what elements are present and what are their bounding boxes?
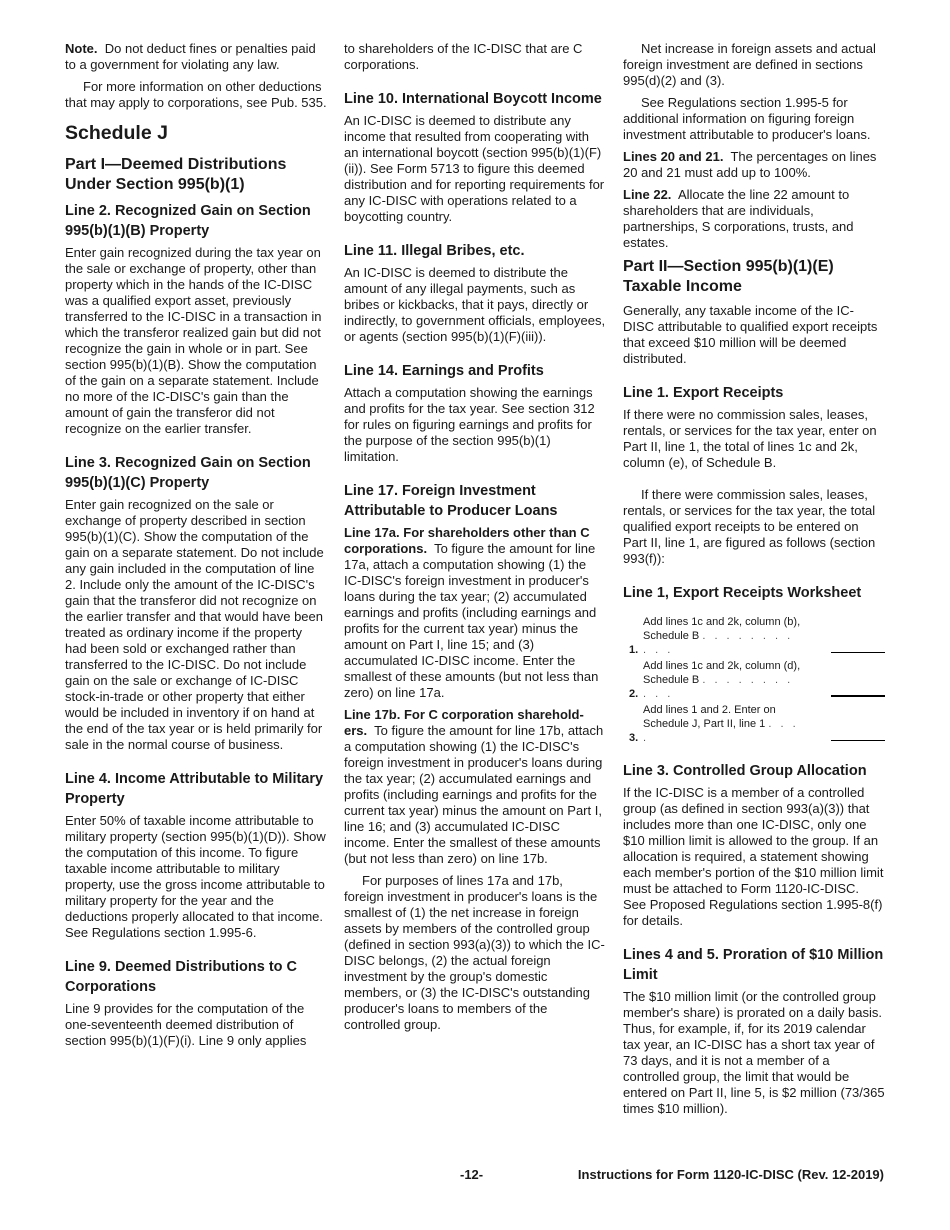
line22-paragraph: Line 22. Allocate the line 22 amount to shareholders that are individuals, partnerships, S corporations, trusts, and estates. — [623, 187, 854, 250]
lines45-heading: Lines 4 and 5. Proration of $10 Million Limit — [623, 947, 884, 983]
form-title: Instructions for Form 1120-IC-DISC (Rev. 12-2019) — [577, 1167, 884, 1182]
part2-text: Generally, any taxable income of the IC-DISC attributable to qualified export receipts that exceed $10 million will be deemed distributed. — [623, 303, 878, 366]
column-2 — [344, 41, 606, 1039]
line1-text-1: If there were no commission sales, leases, rentals, or services for the tax year, enter on Part II, line 1, the total of lines 1c and 2k, column (e), of Schedule B. — [623, 407, 877, 470]
worksheet-heading: Line 1, Export Receipts Worksheet — [623, 585, 862, 601]
schedule-title: Schedule J — [65, 122, 168, 144]
line10-text: An IC-DISC is deemed to distribute any income that resulted from cooperating with an international boycott (section 995(b)(1)(F)(ii)). See Form 5713 to figure this deemed distribution and for reporting requirements for any IC-DISC with operations related to a boycotting country. — [344, 113, 605, 224]
line1-text-2: If there were commission sales, leases, rentals, or services for the tax year, the total qualified export receipts to be entered on Part II, line 1, are figured as follows (section 993(f)): — [623, 487, 876, 566]
worksheet-row: 1. Add lines 1c and 2k, column (b), Schedule B . . . . . . . . . . . — [623, 615, 885, 657]
worksheet-entry-line[interactable] — [831, 694, 885, 697]
column-3 — [623, 41, 885, 1123]
line3-heading: Line 3. Controlled Group Allocation — [623, 763, 867, 779]
line4-heading: Line 4. Income Attributable to Military Property — [65, 771, 324, 807]
line11-text: An IC-DISC is deemed to distribute the amount of any illegal payments, such as bribes or kickbacks, that it pays, directly or indirectly, to government officials, employees, or agents (section 995(b)(1)(F)(iii)). — [344, 265, 606, 344]
export-receipts-worksheet — [623, 615, 885, 745]
line14-heading: Line 14. Earnings and Profits — [344, 363, 544, 379]
line2-heading: Line 2. Recognized Gain on Section 995(b)(1)(B) Property — [65, 203, 311, 239]
line3-heading: Line 3. Recognized Gain on Section 995(b)(1)(C) Property — [65, 455, 311, 491]
worksheet-row-number: 2. — [629, 688, 639, 700]
continued-text: to shareholders of the IC-DISC that are C corporations. — [344, 41, 583, 72]
line17a-paragraph: Line 17a. For shareholders other than C corporations. To figure the amount for line 17a, attach a computation showing (1) the IC-DISC's foreign investment in producer's loans during the tax year; (2) accumulated earnings and profits (including earnings and profits for the current tax year) minus the amount on Part I, line 15; and (3) accumulated IC-DISC income. Enter the smallest of these amounts (but not less than zero) on line 17a. — [344, 525, 599, 700]
lines2021-paragraph: Lines 20 and 21. The percentages on lines 20 and 21 must add up to 100%. — [623, 149, 877, 180]
worksheet-entry-line[interactable] — [831, 651, 885, 653]
line3-text: Enter gain recognized on the sale or exchange of property described in section 995(b)(1)(C). Show the computation of the gain on a separate statement. Do not include any gain included in the computation of line 2. Include only the amount of the IC-DISC's gain that the transferor did not recognize on the earlier transfer and that would have been treated as ordinary income if the property had been sold or exchanged rather than transferred to the IC-DISC. Do not include gain on the sale or exchange of IC-DISC stock-in-trade or other property that either would be included in inventory if on hand at the end of the tax year or is held primarily for sale in the normal course of business. — [65, 497, 324, 752]
lines45-text: The $10 million limit (or the controlled group member's share) is prorated on a daily basis. Thus, for example, if, for its 2019 calendar tax year, an IC-DISC has a short tax year of 73 days, and it is not a member of a controlled group, the limit that would be entered on Part II, line 5, is $2 million (73/365 times $10 million). — [623, 989, 885, 1116]
line2-text: Enter gain recognized during the tax year on the sale or exchange of property, other than property which in the hands of the IC-DISC was a qualified export asset, previously transferred to the IC-DISC in a transaction in which the transferor realized gain but did not recognize the gain in whole or in part. See section 995(b)(1)(B). Show the computation of the gain on a separate statement. Include no more of the IC-DISC's gain than the amount of gain the transferor did not recognize on the earlier transfer. — [65, 245, 322, 436]
worksheet-row: 2. Add lines 1c and 2k, column (d), Schedule B . . . . . . . . . . . — [623, 659, 885, 701]
line17ab-text: For purposes of lines 17a and 17b, foreign investment in producer's loans is the smallest of (1) the net increase in foreign assets by members of the controlled group (defined in section 993(a)(3)) to which the IC-DISC belongs, (2) the actual foreign investment by the group's domestic members, or (3) the IC-DISC's outstanding producer's loans to members of the controlled group. — [344, 873, 605, 1032]
worksheet-entry-line[interactable] — [831, 739, 885, 741]
note-paragraph: Note. Do not deduct fines or penalties paid to a government for violating any law. — [65, 41, 316, 72]
line4-text: Enter 50% of taxable income attributable to military property (section 995(b)(1)(D)). Show the computation of this income. To figure taxable income attributable to military property, use the gross income attributable to military property for the year and the deductions properly allocated to that income. See Regulations section 1.995-6. — [65, 813, 326, 940]
line1-heading: Line 1. Export Receipts — [623, 385, 784, 401]
line14-text: Attach a computation showing the earnings and profits for the tax year. See section 312 for rules on figuring earnings and profits for the purpose of the section 995(b)(1) limitation. — [344, 385, 595, 464]
worksheet-row: 3. Add lines 1 and 2. Enter on Schedule J, Part II, line 1 . . . . — [623, 703, 885, 745]
line17-heading: Line 17. Foreign Investment Attributable to Producer Loans — [344, 483, 558, 519]
net-increase-text: Net increase in foreign assets and actual foreign investment are defined in sections 995(d)(2) and (3). — [623, 41, 876, 88]
column-1 — [65, 41, 327, 1055]
worksheet-row-number: 3. — [629, 732, 639, 744]
line17b-paragraph: Line 17b. For C corporation sharehold-ers. To figure the amount for line 17b, attach a computation showing (1) the IC-DISC's foreign investment in producer's loans during the tax year; (2) accumulated earnings and profits (including earnings and profits for the current tax year) minus the amount on Part I, line 16; and (3) accumulated IC-DISC income. Enter the smallest of these amounts (but not less than zero) on line 17b. — [344, 707, 604, 866]
line3-text: If the IC-DISC is a member of a controlled group (as defined in section 993(a)(3)) that includes more than one IC-DISC, only one $10 million limit is allowed to the group. If an allocation is required, a statement showing each member's portion of the $10 million limit must be attached to Form 1120-IC-DISC. See Proposed Regulations section 1.995-8(f) for details. — [623, 785, 884, 928]
line9-text: Line 9 provides for the computation of the one-seventeenth deemed distribution of section 995(b)(1)(F)(i). Line 9 only applies — [65, 1001, 307, 1048]
more-info-paragraph: For more information on other deductions that may apply to corporations, see Pub. 535. — [65, 79, 327, 110]
worksheet-row-number: 1. — [629, 644, 639, 656]
regulations-text: See Regulations section 1.995-5 for additional information on figuring foreign investment attributable to producer's loans. — [623, 95, 871, 142]
page-number: -12- — [460, 1167, 484, 1182]
part2-title: Part II—Section 995(b)(1)(E) Taxable Income — [623, 258, 834, 295]
line11-heading: Line 11. Illegal Bribes, etc. — [344, 243, 525, 259]
line10-heading: Line 10. International Boycott Income — [344, 91, 602, 107]
part1-title: Part I—Deemed Distributions Under Section 995(b)(1) — [65, 156, 287, 193]
line9-heading: Line 9. Deemed Distributions to C Corporations — [65, 959, 298, 995]
